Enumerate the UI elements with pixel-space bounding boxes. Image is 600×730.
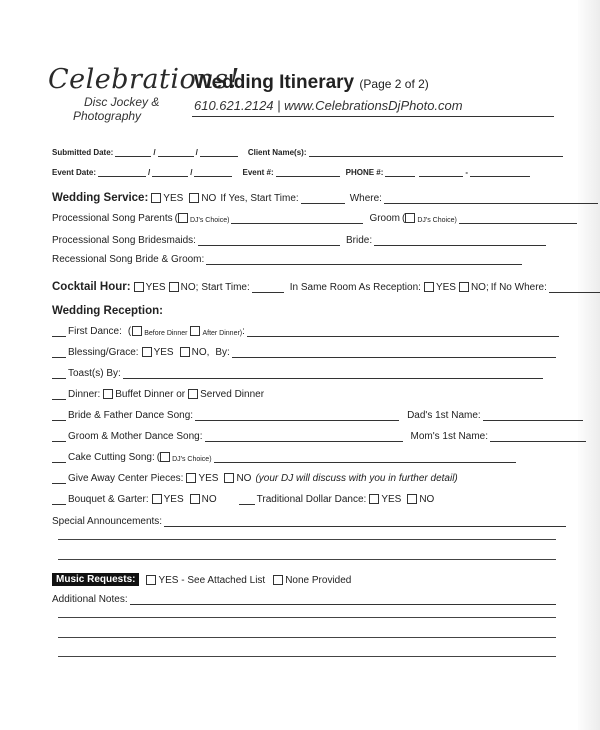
event-day-field[interactable] <box>152 167 188 177</box>
logo-line2: Photography <box>73 109 142 123</box>
service-where-label: Where: <box>349 193 382 204</box>
client-names-field[interactable] <box>309 147 563 157</box>
row-cocktail-hour <box>52 281 600 293</box>
groom-song-field[interactable] <box>459 214 577 224</box>
toasts-check-line[interactable] <box>52 369 66 379</box>
row-dinner <box>52 389 264 400</box>
event-number-label: Event #: <box>242 168 274 177</box>
cake-cutting-label: Cake Cutting Song: <box>68 452 155 463</box>
submitted-year-field[interactable] <box>200 147 238 157</box>
bride-song-field[interactable] <box>374 236 546 246</box>
row-recessional <box>52 254 524 265</box>
phone-area-field[interactable] <box>385 167 415 177</box>
give-away-no-checkbox[interactable] <box>224 473 234 483</box>
bride-father-field[interactable] <box>195 411 399 421</box>
groom-mother-check-line[interactable] <box>52 432 66 442</box>
service-start-time-label: If Yes, Start Time: <box>220 193 299 204</box>
additional-notes-label: Additional Notes: <box>52 594 128 605</box>
title-text: Wedding Itinerary <box>194 72 355 93</box>
same-room-no-checkbox[interactable] <box>459 282 469 292</box>
submitted-day-field[interactable] <box>158 147 194 157</box>
dj-discuss-note: (your DJ will discuss with you in further detail) <box>255 473 458 484</box>
row-submitted: Submitted Date: / / Client Name(s): <box>52 147 565 157</box>
phone-prefix-field[interactable] <box>419 167 463 177</box>
toasts-field[interactable] <box>123 369 543 379</box>
cocktail-no-checkbox[interactable] <box>169 282 179 292</box>
dollar-dance-no-checkbox[interactable] <box>407 494 417 504</box>
parents-djs-choice-checkbox[interactable] <box>178 213 188 223</box>
row-processional-parents: Processional Song Parents ( DJ's Choice) Groom ( DJ's Choice) <box>52 213 579 224</box>
toasts-label: Toast(s) By: <box>68 368 121 379</box>
give-away-check-line[interactable] <box>52 474 66 484</box>
cake-djs-choice-label: DJ's Choice) <box>172 456 212 463</box>
blessing-no-label: NO <box>191 347 207 358</box>
processional-parents-label: Processional Song Parents <box>52 213 173 224</box>
event-month-field[interactable] <box>98 167 146 177</box>
music-yes-label: YES - See Attached List <box>158 575 266 586</box>
before-dinner-label: Before Dinner <box>144 330 188 337</box>
service-where-field[interactable] <box>384 194 598 204</box>
special-line-3[interactable] <box>58 559 556 560</box>
dads-name-label: Dad's 1st Name: <box>407 410 481 421</box>
groom-djs-choice-checkbox[interactable] <box>405 213 415 223</box>
served-label: Served Dinner <box>200 389 265 400</box>
cocktail-start-time-field[interactable] <box>252 283 284 293</box>
page-label: (Page 2 of 2) <box>359 77 429 91</box>
dads-name-field[interactable] <box>483 411 583 421</box>
bouquet-label: Bouquet & Garter: <box>68 494 149 505</box>
cake-cutting-field[interactable] <box>214 453 516 463</box>
notes-line-2[interactable] <box>58 617 556 618</box>
header-rule <box>192 116 554 117</box>
processional-parents-field[interactable] <box>231 214 363 224</box>
phone-label: PHONE #: <box>345 168 384 177</box>
row-bouquet <box>52 494 434 505</box>
served-checkbox[interactable] <box>188 389 198 399</box>
moms-name-field[interactable] <box>490 432 586 442</box>
first-dance-field[interactable] <box>247 327 559 337</box>
row-bride-father <box>52 410 585 421</box>
page-title <box>194 72 429 94</box>
row-wedding-service <box>52 192 600 204</box>
processional-bridesmaids-label: Processional Song Bridesmaids: <box>52 235 196 246</box>
blessing-by-label: By: <box>215 347 230 358</box>
if-no-where-label: If No Where: <box>490 282 547 293</box>
bouquet-no-label: NO <box>201 494 217 505</box>
special-announcements-label: Special Announcements: <box>52 516 163 527</box>
bride-father-label: Bride & Father Dance Song: <box>68 410 194 421</box>
row-blessing: Blessing/Grace: YES NO , By: <box>52 347 558 358</box>
give-away-no-label: NO <box>236 473 252 484</box>
groom-djs-choice-label: DJ's Choice) <box>417 217 457 224</box>
notes-line-3[interactable] <box>58 637 556 638</box>
row-first-dance: First Dance: ( Before Dinner After Dinner) : <box>52 326 561 337</box>
groom-mother-field[interactable] <box>205 432 403 442</box>
dollar-dance-check-line[interactable] <box>239 495 255 505</box>
service-no-label: NO <box>201 193 217 204</box>
row-music-requests <box>52 573 351 586</box>
dinner-label: Dinner: <box>68 389 101 400</box>
blessing-yes-checkbox[interactable] <box>142 347 152 357</box>
cocktail-where-field[interactable] <box>549 283 600 293</box>
submitted-month-field[interactable] <box>115 147 151 157</box>
same-room-yes-checkbox[interactable] <box>424 282 434 292</box>
contact-line: 610.621.2124 | www.CelebrationsDjPhoto.com <box>194 98 463 113</box>
wedding-service-heading: Wedding Service: <box>52 192 149 204</box>
dollar-dance-yes-label: YES <box>381 494 402 505</box>
bouquet-yes-label: YES <box>163 494 184 505</box>
after-dinner-checkbox[interactable] <box>190 326 200 336</box>
cocktail-start-time-label: Start Time: <box>201 282 250 293</box>
cocktail-yes-checkbox[interactable] <box>134 282 144 292</box>
buffet-checkbox[interactable] <box>103 389 113 399</box>
service-no-checkbox[interactable] <box>189 193 199 203</box>
before-dinner-checkbox[interactable] <box>132 326 142 336</box>
row-wedding-reception <box>52 305 163 317</box>
blessing-label: Blessing/Grace: <box>68 347 139 358</box>
music-none-label: None Provided <box>285 575 352 586</box>
bride-father-check-line[interactable] <box>52 411 66 421</box>
phone-line-field[interactable] <box>470 167 530 177</box>
service-yes-checkbox[interactable] <box>151 193 161 203</box>
groom-label: Groom <box>369 213 400 224</box>
blessing-by-field[interactable] <box>232 348 556 358</box>
wedding-reception-heading: Wedding Reception: <box>52 305 163 317</box>
give-away-yes-checkbox[interactable] <box>186 473 196 483</box>
groom-mother-label: Groom & Mother Dance Song: <box>68 431 203 442</box>
give-away-label: Give Away Center Pieces: <box>68 473 184 484</box>
client-names-label: Client Name(s): <box>247 148 307 157</box>
recessional-label: Recessional Song Bride & Groom: <box>52 254 205 265</box>
service-yes-label: YES <box>163 193 184 204</box>
music-yes-checkbox[interactable] <box>146 575 156 585</box>
event-year-field[interactable] <box>194 167 232 177</box>
cocktail-yes-label: YES <box>145 282 166 293</box>
first-dance-label: First Dance: <box>68 326 122 337</box>
blessing-no-checkbox[interactable] <box>180 347 190 357</box>
cocktail-no-label: NO; <box>180 282 199 293</box>
music-none-checkbox[interactable] <box>273 575 283 585</box>
row-groom-mother <box>52 431 588 442</box>
submitted-date-label: Submitted Date: <box>52 148 114 157</box>
same-room-no-label: NO; <box>470 282 489 293</box>
row-special <box>52 516 568 527</box>
first-dance-check-line[interactable] <box>52 327 66 337</box>
processional-bridesmaids-field[interactable] <box>198 236 340 246</box>
cake-cutting-check-line[interactable] <box>52 453 66 463</box>
notes-line-4[interactable] <box>58 656 556 657</box>
special-announcements-field[interactable] <box>164 517 566 527</box>
bouquet-check-line[interactable] <box>52 495 66 505</box>
blessing-yes-label: YES <box>153 347 174 358</box>
logo-script: Celebrations! <box>48 64 240 95</box>
row-additional-notes <box>52 594 558 605</box>
give-away-yes-label: YES <box>198 473 219 484</box>
row-toasts <box>52 368 545 379</box>
row-processional-bridesmaids <box>52 235 548 246</box>
event-number-field[interactable] <box>276 167 340 177</box>
logo-line1: Disc Jockey & <box>84 95 160 109</box>
bride-label: Bride: <box>345 235 373 246</box>
cocktail-hour-heading: Cocktail Hour: <box>52 281 131 293</box>
dollar-dance-yes-checkbox[interactable] <box>369 494 379 504</box>
row-event: Event Date: / / Event #: PHONE #: - <box>52 167 532 177</box>
parents-djs-choice-label: DJ's Choice) <box>189 217 230 224</box>
bouquet-no-checkbox[interactable] <box>190 494 200 504</box>
event-date-label: Event Date: <box>52 168 97 177</box>
after-dinner-label: After Dinner) <box>202 330 243 337</box>
dollar-dance-label: Traditional Dollar Dance: <box>256 494 367 505</box>
moms-name-label: Mom's 1st Name: <box>410 431 488 442</box>
blessing-check-line[interactable] <box>52 348 66 358</box>
dollar-dance-no-label: NO <box>419 494 435 505</box>
music-requests-badge: Music Requests: <box>52 573 139 586</box>
row-cake-cutting: Cake Cutting Song: ( DJ's Choice) <box>52 452 518 463</box>
cake-djs-choice-checkbox[interactable] <box>160 452 170 462</box>
same-room-yes-label: YES <box>435 282 456 293</box>
buffet-label: Buffet Dinner or <box>115 389 186 400</box>
row-give-away <box>52 473 458 484</box>
same-room-label: In Same Room As Reception: <box>289 282 421 293</box>
special-line-2[interactable] <box>58 539 556 540</box>
service-start-time-field[interactable] <box>301 194 345 204</box>
page-edge-shadow <box>578 0 600 730</box>
bouquet-yes-checkbox[interactable] <box>152 494 162 504</box>
dinner-check-line[interactable] <box>52 390 66 400</box>
additional-notes-field[interactable] <box>130 595 556 605</box>
recessional-field[interactable] <box>206 255 522 265</box>
